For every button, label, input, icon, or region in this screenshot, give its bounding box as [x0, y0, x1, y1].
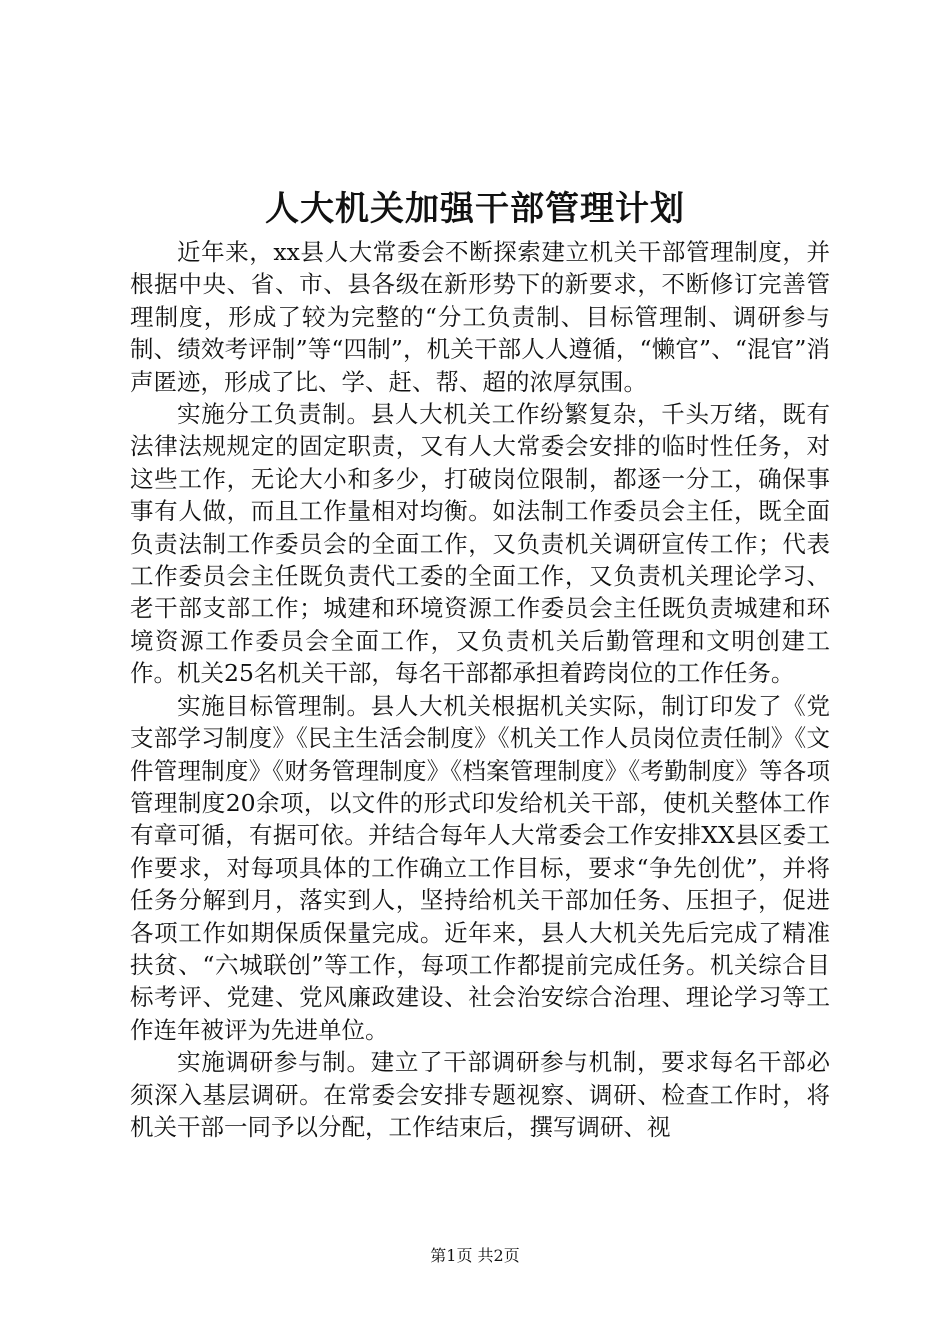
document-body — [130, 236, 830, 1143]
paragraph-target-management: 实施目标管理制。县人大机关根据机关实际，制订印发了《党支部学习制度》《民主生活会制度》《机关工作人员岗位责任制》《文件管理制度》《财务管理制度》《档案管理制度》《考勤制度》等各项管理制度20余项，以文件的形式印发给机关干部，使机关整体工作有章可循，有据可依。并结合每年人大常委会工作安排XX县区委工作要求，对每项具体的工作确立工作目标，要求“争先创优”，并将任务分解到月，落实到人，坚持给机关干部加任务、压担子，促进各项工作如期保质保量完成。近年来，县人大机关先后完成了精准扶贫、“六城联创”等工作，每项工作都提前完成任务。机关综合目标考评、党建、党风廉政建设、社会治安综合治理、理论学习等工作连年被评为先进单位。 — [130, 691, 830, 1044]
paragraph-intro: 近年来，xx县人大常委会不断探索建立机关干部管理制度，并根据中央、省、市、县各级在新形势下的新要求，不断修订完善管理制度，形成了较为完整的“分工负责制、目标管理制、调研参与制、绩效考评制”等“四制”，机关干部人人遵循，“懒官”、“混官”消声匿迹，形成了比、学、赶、帮、超的浓厚氛围。 — [130, 238, 830, 396]
paragraph-division-of-labor: 实施分工负责制。县人大机关工作纷繁复杂，千头万绪，既有法律法规规定的固定职责，又有人大常委会安排的临时性任务，对这些工作，无论大小和多少，打破岗位限制，都逐一分工，确保事事有人做，而且工作量相对均衡。如法制工作委员会主任，既全面负责法制工作委员会的全面工作，又负责机关调研宣传工作；代表工作委员会主任既负责代工委的全面工作，又负责机关理论学习、老干部支部工作；城建和环境资源工作委员会主任既负责城建和环境资源工作委员会全面工作，又负责机关后勤管理和文明创建工作。机关25名机关干部，每名干部都承担着跨岗位的工作任务。 — [130, 400, 830, 688]
document-title: 人大机关加强干部管理计划 — [265, 189, 685, 229]
page-number-footer: 第1页 共2页 — [430, 1246, 520, 1265]
paragraph-research-participation: 实施调研参与制。建立了干部调研参与机制，要求每名干部必须深入基层调研。在常委会安排专题视察、调研、检查工作时，将机关干部一同予以分配，工作结束后，撰写调研、视 — [130, 1048, 830, 1141]
